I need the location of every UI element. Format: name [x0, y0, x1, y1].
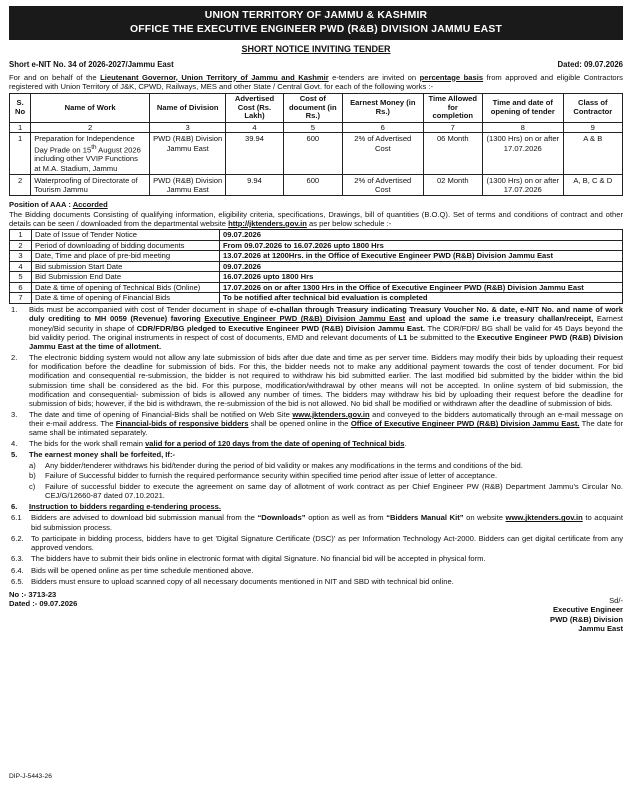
header-line-2: OFFICE THE EXECUTIVE ENGINEER PWD (R&B) DIVISION JAMMU EAST	[129, 23, 503, 35]
clause-6-3: 6.3. The bidders have to submit their bids online in electronic format with digital Signature. No financial bid will be accepted in physical form.	[11, 554, 486, 564]
signature-block	[550, 590, 623, 633]
clause-1: 1. Bids must be accompanied with cost of Tender document in shape of e-challan through Treasury indicating Treasury Voucher No. & date, e-NIT No. and name of work duly crediting to MH 0059 (Revenue) favoring Executive Engineer PWD (R&B) Division Jammu East and upload the same i.e treasury challan/receipt, Earnest money/Bid security in shape of CDR/FDR/BG pledged to Executive Engineer PWD (R&B) Division Jammu East. The CDR/FDR/ BG shall be valid for 45 Days beyond the bid validity period. The original instruments in respect of cost of documents, EMD and relevant documents of L1 be submitted to the Executive Engineer PWD (R&B) Division Jammu East at the time of allotment.	[11, 305, 624, 352]
clause-5c: c) Failure of successful bidder to execute the agreement on same day of allotment of work contract as per Chief Engineer PW (R&B) Department Jammu's Circular No. CEJ/G/12660-87 dated 07.10.2021.	[29, 482, 623, 501]
table-row: 6 Date & time of opening of Technical Bids (Online) 17.07.2026 on or after 1300 Hrs in the Office of Executive Engineer PWD (R&B) Division Jammu East	[10, 282, 623, 293]
aaa-position: Position of AAA : Accorded	[9, 200, 108, 210]
intro-basis: percentage basis	[419, 72, 484, 82]
col-cost: Advertised Cost (Rs. Lakh)	[226, 94, 283, 123]
header-banner	[9, 6, 623, 40]
schedule-table	[9, 229, 623, 304]
clause-6-1: 6.1 Bidders are advised to download bid submission manual from the “Downloads” option as well as from “Bidders Manual Kit” on website www.jktenders.gov.in to acquaint bid submission process.	[11, 513, 623, 532]
table-row: 2 Waterproofing of Directorate of Tourism Jammu PWD (R&B) Division Jammu East 9.94 600 2% of Advertised Cost 02 Month (1300 Hrs) on or after 17.07.2026 A, B, C & D	[10, 174, 623, 196]
table-row: 2 Period of downloading of bidding documents From 09.07.2026 to 16.07.2026 upto 1800 Hrs	[10, 240, 623, 251]
clause-6-2: 6.2. To participate in bidding process, bidders have to get 'Digital Signature Certificate (DSC)' as per Information Technology Act-2000. Bidders can get digital certificate from any approved vendors.	[11, 533, 623, 553]
footer	[9, 590, 623, 633]
intro-lg: Lieutenant Governor, Union Territory of Jammu and Kashmir	[100, 72, 329, 82]
works-index-row: 1 2 3 4 5 6 7 8 9	[10, 123, 623, 133]
col-emd: Earnest Money (in Rs.)	[343, 94, 424, 123]
work-name: Preparation for Independence Day Prade on 15th August 2026 including other VVIP Functions at M.A. Stadium, Jammu	[31, 133, 150, 175]
nit-line	[9, 60, 623, 70]
clause-6: 6. Instruction to bidders regarding e-tendering process.	[11, 502, 221, 512]
header-line-1: UNION TERRITORY OF JAMMU & KASHMIR	[204, 10, 428, 21]
col-division: Name of Division	[149, 94, 225, 123]
jktenders-link[interactable]: www.jktenders.gov.in	[292, 409, 370, 419]
table-row: 1 Preparation for Independence Day Prade on 15th August 2026 including other VVIP Functions at M.A. Stadium, Jammu PWD (R&B) Division Jammu East 39.94 600 2% of Advertised Cost 06 Month (1300 Hrs) on or after 17.07.2026 A & B	[10, 133, 623, 175]
table-row: 1 Date of Issue of Tender Notice 09.07.2026	[10, 230, 623, 241]
table-row: 5 Bid Submission End Date 16.07.2026 upto 1800 Hrs	[10, 272, 623, 283]
col-work: Name of Work	[31, 94, 150, 123]
table-row: 7 Date & time of opening of Financial Bids To be notified after technical bid evaluation is completed	[10, 293, 623, 304]
table-row: 3 Date, Time and place of pre-bid meeting 13.07.2026 at 1200Hrs. in the Office of Executive Engineer PWD (R&B) Division Jammu East	[10, 251, 623, 262]
intro-paragraph: For and on behalf of the Lieutenant Governor, Union Territory of Jammu and Kashmir e-tenders are invited on percentage basis from approved and eligible Contractors registered with Union Territory of J&K, CPWD, Railways, MES and other State / Central Govt. for each of the following works :-	[9, 72, 623, 91]
jktenders-link[interactable]: www.jktenders.gov.in	[505, 513, 583, 523]
footer-date: Dated :- 09.07.2026	[9, 599, 78, 609]
clause-5: 5. The earnest money shall be forfeited, If:-	[11, 449, 175, 459]
signature-sd: Sd/-	[609, 596, 623, 606]
col-time: Time Allowed for completion	[423, 94, 482, 123]
signatory-title: Executive Engineer	[552, 605, 623, 615]
works-header-row	[10, 94, 623, 123]
clause-5a: a) Any bidder/tenderer withdraws his bid/tender during the period of bid validity or makes any modifications in the terms and conditions of the bid.	[29, 460, 523, 470]
nit-date: Dated: 09.07.2026	[557, 60, 623, 69]
footer-reference	[9, 590, 77, 633]
table-row: 4 Bid submission Start Date 09.07.2026	[10, 261, 623, 272]
clause-5b: b) Failure of Successful bidder to furnish the required performance security within specified time period after issue of letter of acceptance.	[29, 471, 498, 481]
col-doc-cost: Cost of document (in Rs.)	[283, 94, 342, 123]
clause-3: 3. The date and time of opening of Financial-Bids shall be notified on Web Site www.jktenders.gov.in and conveyed to the bidders automatically through an e-mail message on their e-mail address. The Financial-bids of responsive bidders shall be opened online in the Office of Executive Engineer PWD (R&B) Division Jammu East. The date for same shall be intimated separately.	[11, 409, 623, 438]
clause-2: 2. The electronic bidding system would not allow any late submission of bids after due date and time as per server time. Bidders may modify their bids by uploading their request for modification before the deadline for submission of bids. For this, the bidder needs not to make any additional payment towards the cost of tender document. For bid modification and consequential re-submission, the bidder is not required to withdraw his bid submitted earlier. The last modified bid submitted by the bidder within the bid submission time shall be considered as the bid. For this purpose, modification/withdrawal by other means will not be accepted. In online system of bid submission, the modification and consequential- submission of bids is allowed any number of times. The bidders may withdraw his bid by uploading their request before the deadline for submission of bids; however, if the bid is withdrawn, the re-submission of the bid is not allowed. No bid shall be modified or withdrawn after the deadline of submission of bids.	[11, 352, 623, 409]
col-sno: S. No	[10, 94, 31, 123]
clause-6-5: 6.5. Bidders must ensure to upload scanned copy of all necessary documents mentioned in NIT and SBD with technical bid online.	[11, 576, 454, 586]
dip-reference: DIP-J-5443-26	[9, 772, 52, 780]
col-class: Class of Contractor	[563, 94, 622, 123]
footer-number: No :- 3713-23	[9, 590, 57, 600]
nit-number: Short e-NIT No. 34 of 2026-2027/Jammu East	[9, 60, 174, 69]
clause-4: 4. The bids for the work shall remain valid for a period of 120 days from the date of opening of Technical bids.	[11, 439, 407, 449]
works-table	[9, 93, 623, 196]
work-name: Waterproofing of Directorate of Tourism Jammu	[31, 174, 150, 196]
col-opening: Time and date of opening of tender	[482, 94, 563, 123]
clause-6-4: 6.4. Bids will be opened online as per time schedule mentioned above.	[11, 565, 254, 575]
signatory-location: Jammu East	[578, 623, 623, 633]
jktenders-link[interactable]: http://jktenders.gov.in	[228, 218, 307, 228]
notice-title: SHORT NOTICE INVITING TENDER	[241, 44, 391, 55]
signatory-division: PWD (R&B) Division	[550, 614, 623, 624]
bidding-documents-text: The Bidding documents Consisting of qualifying information, eligibility criteria, specifications, Drawings, bill of quantities (B.O.Q). Set of terms and conditions of contract and other details can be seen / downloaded from the departmental website http://jktenders.gov.in as per below schedule :-	[9, 209, 623, 228]
